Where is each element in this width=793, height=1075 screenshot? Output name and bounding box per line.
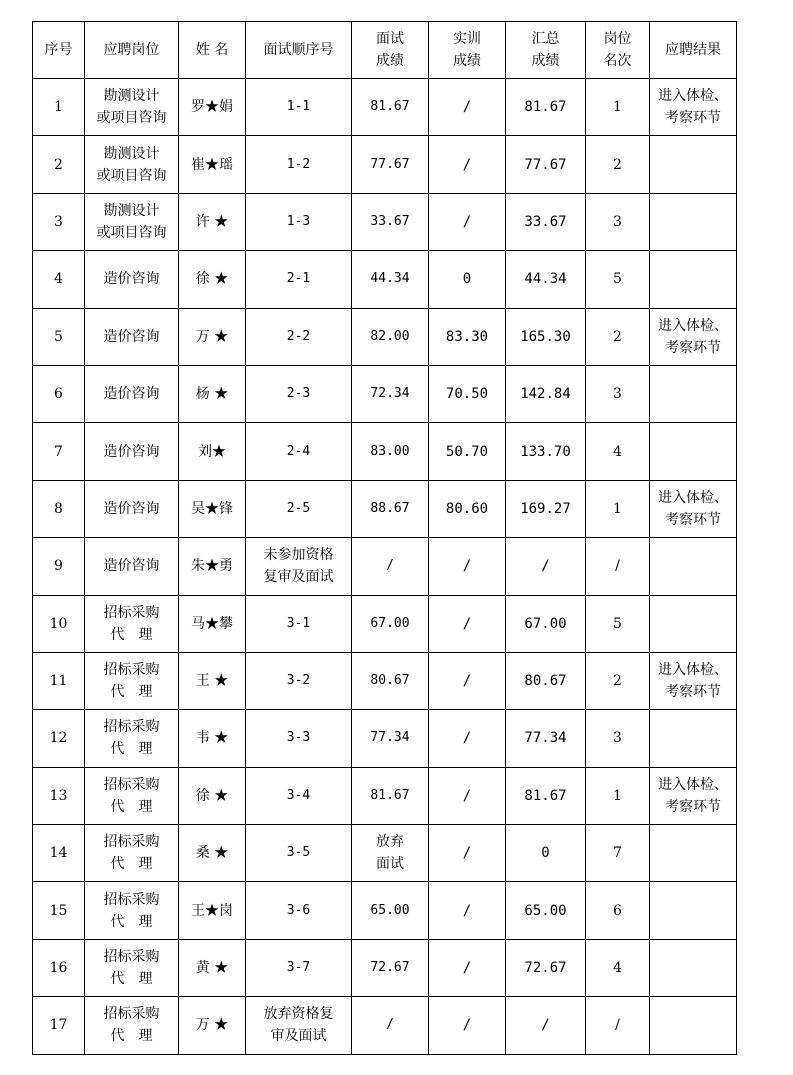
table-row [33,480,737,537]
cell-order [246,423,352,480]
cell-no: 7 [33,423,85,480]
cell-rank: / [586,997,650,1054]
cell-training: 80.60 [429,480,506,537]
cell-interview-line: 81.67 [370,99,410,115]
cell-no: 12 [33,710,85,767]
cell-order-line: 复审及面试 [263,569,334,586]
cell-post-line: 代 理 [110,798,153,815]
cell-interview-line: 面试 [376,856,404,873]
cell-interview [352,423,429,480]
cell-total: 65.00 [506,882,586,939]
header-post [85,22,179,79]
cell-post [85,939,179,996]
header-no [33,22,85,79]
cell-rank: 6 [586,882,650,939]
table-row [33,308,737,365]
cell-result-line: 进入体检、 [658,317,728,334]
cell-name: 徐 ★ [179,767,246,824]
cell-name: 黄 ★ [179,939,246,996]
cell-training: 83.30 [429,308,506,365]
cell-interview-line: 72.67 [370,960,410,976]
cell-interview [352,79,429,136]
cell-interview [352,193,429,250]
cell-post [85,251,179,308]
header-interview [352,22,429,79]
cell-post-line: 招标采购 [103,604,160,621]
cell-interview [352,480,429,537]
table-row [33,767,737,824]
cell-order [246,767,352,824]
cell-order [246,939,352,996]
cell-order-line: 3-5 [286,845,311,861]
cell-interview-line: 放弃 [376,834,404,851]
cell-order-line: 2-2 [286,328,311,344]
cell-training: / [429,538,506,595]
cell-post-line: 招标采购 [103,834,160,851]
cell-no: 15 [33,882,85,939]
cell-total: 44.34 [506,251,586,308]
cell-interview [352,595,429,652]
header-text: 姓 名 [195,42,229,58]
cell-post [85,136,179,193]
cell-total: 133.70 [506,423,586,480]
cell-training: 70.50 [429,365,506,422]
cell-interview-line: 82.00 [370,328,410,344]
cell-result [650,193,737,250]
cell-interview [352,308,429,365]
cell-total: 77.34 [506,710,586,767]
cell-post-line: 勘测设计 [103,145,160,162]
cell-interview [352,882,429,939]
cell-interview [352,365,429,422]
cell-order-line: 3-4 [286,787,311,803]
cell-result [650,365,737,422]
header-text: 成绩 [376,53,404,69]
cell-post [85,595,179,652]
cell-name: 王★岗 [179,882,246,939]
cell-interview-line: 72.34 [370,386,410,402]
cell-result [650,595,737,652]
cell-post [85,710,179,767]
cell-interview [352,251,429,308]
cell-post-line: 代 理 [110,1028,153,1045]
cell-interview [352,767,429,824]
header-order [246,22,352,79]
cell-training: / [429,825,506,882]
cell-interview-line: 44.34 [370,271,410,287]
cell-total: 142.84 [506,365,586,422]
cell-post [85,825,179,882]
cell-order-line: 2-3 [286,386,311,402]
cell-result [650,882,737,939]
cell-order [246,882,352,939]
cell-name: 杨 ★ [179,365,246,422]
cell-training: / [429,79,506,136]
cell-interview-line: / [386,558,394,574]
cell-order [246,365,352,422]
cell-no: 14 [33,825,85,882]
cell-rank: 7 [586,825,650,882]
cell-interview-line: 80.67 [370,673,410,689]
cell-order [246,997,352,1054]
cell-order [246,79,352,136]
cell-post-line: 勘测设计 [103,202,160,219]
cell-order-line: 放弃资格复 [263,1006,334,1023]
header-text: 应聘岗位 [103,42,160,58]
cell-result-line: 进入体检、 [658,776,728,793]
table-row [33,939,737,996]
table-row [33,825,737,882]
header-text: 应聘结果 [665,42,721,58]
cell-training: 0 [429,251,506,308]
cell-interview [352,538,429,595]
cell-post-line: 或项目咨询 [96,110,167,127]
cell-order [246,652,352,709]
cell-no: 4 [33,251,85,308]
cell-no: 6 [33,365,85,422]
cell-name: 朱★勇 [179,538,246,595]
table-row [33,365,737,422]
cell-post [85,308,179,365]
table-row [33,136,737,193]
header-text: 面试顺序号 [263,42,334,58]
cell-name: 万 ★ [179,308,246,365]
cell-training: / [429,710,506,767]
cell-training: / [429,136,506,193]
cell-post-line: 造价咨询 [103,328,160,345]
cell-post-line: 代 理 [110,741,153,758]
table-row [33,538,737,595]
header-training [429,22,506,79]
cell-post-line: 造价咨询 [103,271,160,288]
cell-result [650,480,737,537]
cell-result [650,710,737,767]
header-text: 名次 [603,53,632,69]
cell-name: 马★攀 [179,595,246,652]
cell-no: 13 [33,767,85,824]
cell-result-line: 考察环节 [665,511,721,528]
table-row [33,652,737,709]
cell-post-line: 造价咨询 [103,500,160,517]
cell-rank: 3 [586,365,650,422]
cell-interview-line: / [386,1017,394,1033]
cell-interview [352,652,429,709]
cell-total: 81.67 [506,767,586,824]
cell-interview-line: 88.67 [370,500,410,516]
cell-post-line: 招标采购 [103,949,160,966]
header-row [33,22,737,79]
cell-name: 韦 ★ [179,710,246,767]
table-body [33,79,737,1055]
cell-result [650,652,737,709]
table-row [33,595,737,652]
cell-no: 1 [33,79,85,136]
cell-rank: 1 [586,480,650,537]
cell-result-line: 进入体检、 [658,662,728,679]
cell-name: 吴★锋 [179,480,246,537]
cell-training: 50.70 [429,423,506,480]
cell-order-line: 未参加资格 [263,547,334,564]
cell-name: 王 ★ [179,652,246,709]
cell-post-line: 招标采购 [103,891,160,908]
cell-result [650,997,737,1054]
cell-training: / [429,767,506,824]
header-text: 岗位 [603,31,632,47]
cell-post-line: 代 理 [110,684,153,701]
cell-result [650,825,737,882]
cell-rank: 2 [586,308,650,365]
cell-name: 崔★瑶 [179,136,246,193]
cell-total: 169.27 [506,480,586,537]
header-text: 实训 [453,31,481,47]
cell-post [85,997,179,1054]
header-text: 汇总 [531,31,560,47]
cell-result [650,423,737,480]
cell-no: 11 [33,652,85,709]
cell-interview-line: 83.00 [370,443,410,459]
cell-total: 80.67 [506,652,586,709]
cell-result [650,136,737,193]
cell-interview-line: 33.67 [370,213,410,229]
cell-no: 9 [33,538,85,595]
cell-name: 万 ★ [179,997,246,1054]
cell-post-line: 招标采购 [103,1006,160,1023]
cell-rank: 5 [586,595,650,652]
cell-interview [352,997,429,1054]
cell-order [246,193,352,250]
cell-result [650,767,737,824]
cell-post-line: 或项目咨询 [96,167,167,184]
cell-order [246,538,352,595]
cell-order-line: 1-2 [286,156,311,172]
cell-no: 5 [33,308,85,365]
cell-rank: 4 [586,939,650,996]
cell-rank: 2 [586,652,650,709]
cell-order [246,480,352,537]
cell-post [85,767,179,824]
header-text: 成绩 [531,53,560,69]
table-row [33,251,737,308]
cell-order-line: 2-4 [286,443,311,459]
cell-post-line: 或项目咨询 [96,224,167,241]
cell-result-line: 考察环节 [665,339,721,356]
cell-no: 2 [33,136,85,193]
cell-post [85,193,179,250]
cell-total: 0 [506,825,586,882]
header-name [179,22,246,79]
cell-order-line: 3-2 [286,673,311,689]
cell-post-line: 造价咨询 [103,558,160,575]
cell-post-line: 代 理 [110,913,153,930]
cell-order-line: 2-5 [286,500,311,516]
cell-no: 10 [33,595,85,652]
cell-total: 81.67 [506,79,586,136]
cell-total: 67.00 [506,595,586,652]
cell-result [650,251,737,308]
cell-order-line: 2-1 [286,271,311,287]
cell-order-line: 审及面试 [270,1028,327,1045]
cell-post [85,480,179,537]
cell-result [650,79,737,136]
cell-training: / [429,595,506,652]
cell-interview [352,136,429,193]
cell-order [246,251,352,308]
cell-rank: 4 [586,423,650,480]
table-row [33,710,737,767]
cell-order [246,595,352,652]
cell-post-line: 代 理 [110,856,153,873]
header-total [506,22,586,79]
cell-interview-line: 77.34 [370,730,410,746]
cell-interview [352,939,429,996]
cell-result-line: 考察环节 [665,110,721,127]
cell-training: / [429,939,506,996]
cell-interview-line: 65.00 [370,902,410,918]
cell-interview-line: 77.67 [370,156,410,172]
cell-result [650,939,737,996]
header-rank [586,22,650,79]
cell-order [246,710,352,767]
cell-post [85,79,179,136]
cell-rank: 3 [586,193,650,250]
cell-order [246,136,352,193]
cell-order-line: 3-3 [286,730,311,746]
cell-result-line: 考察环节 [665,684,721,701]
cell-no: 16 [33,939,85,996]
cell-post-line: 勘测设计 [103,88,160,105]
cell-order [246,825,352,882]
cell-post [85,882,179,939]
cell-training: / [429,882,506,939]
cell-order-line: 1-3 [286,213,311,229]
cell-order-line: 1-1 [286,99,311,115]
cell-name: 刘★ [179,423,246,480]
cell-post [85,365,179,422]
cell-name: 徐 ★ [179,251,246,308]
cell-total: 33.67 [506,193,586,250]
cell-rank: 1 [586,79,650,136]
cell-rank: 1 [586,767,650,824]
cell-total: / [506,997,586,1054]
cell-post-line: 招标采购 [103,662,160,679]
cell-post-line: 造价咨询 [103,443,160,460]
table-row [33,882,737,939]
results-table [32,21,737,1055]
table-row [33,79,737,136]
cell-no: 3 [33,193,85,250]
cell-total: 72.67 [506,939,586,996]
cell-rank: 5 [586,251,650,308]
table-row [33,423,737,480]
cell-post-line: 招标采购 [103,776,160,793]
header-text: 面试 [376,31,404,47]
cell-total: 165.30 [506,308,586,365]
cell-result-line: 进入体检、 [658,88,728,105]
cell-name: 许 ★ [179,193,246,250]
cell-post [85,652,179,709]
cell-result-line: 进入体检、 [658,489,728,506]
header-text: 成绩 [453,53,481,69]
cell-post-line: 造价咨询 [103,386,160,403]
header-result [650,22,737,79]
cell-rank: 3 [586,710,650,767]
cell-post [85,538,179,595]
cell-order-line: 3-6 [286,902,311,918]
cell-training: / [429,652,506,709]
cell-interview-line: 81.67 [370,787,410,803]
cell-name: 罗★娟 [179,79,246,136]
table-row [33,997,737,1054]
cell-rank: 2 [586,136,650,193]
cell-result [650,538,737,595]
cell-total: 77.67 [506,136,586,193]
cell-post-line: 代 理 [110,626,153,643]
cell-no: 8 [33,480,85,537]
cell-training: / [429,193,506,250]
cell-order-line: 3-7 [286,960,311,976]
cell-order-line: 3-1 [286,615,311,631]
cell-training: / [429,997,506,1054]
cell-post [85,423,179,480]
cell-post-line: 代 理 [110,971,153,988]
cell-name: 桑 ★ [179,825,246,882]
cell-total: / [506,538,586,595]
cell-order [246,308,352,365]
cell-interview [352,710,429,767]
cell-result [650,308,737,365]
cell-no: 17 [33,997,85,1054]
header-text: 序号 [44,42,73,58]
cell-result-line: 考察环节 [665,798,721,815]
table-row [33,193,737,250]
cell-rank: / [586,538,650,595]
cell-interview [352,825,429,882]
cell-interview-line: 67.00 [370,615,410,631]
cell-post-line: 招标采购 [103,719,160,736]
